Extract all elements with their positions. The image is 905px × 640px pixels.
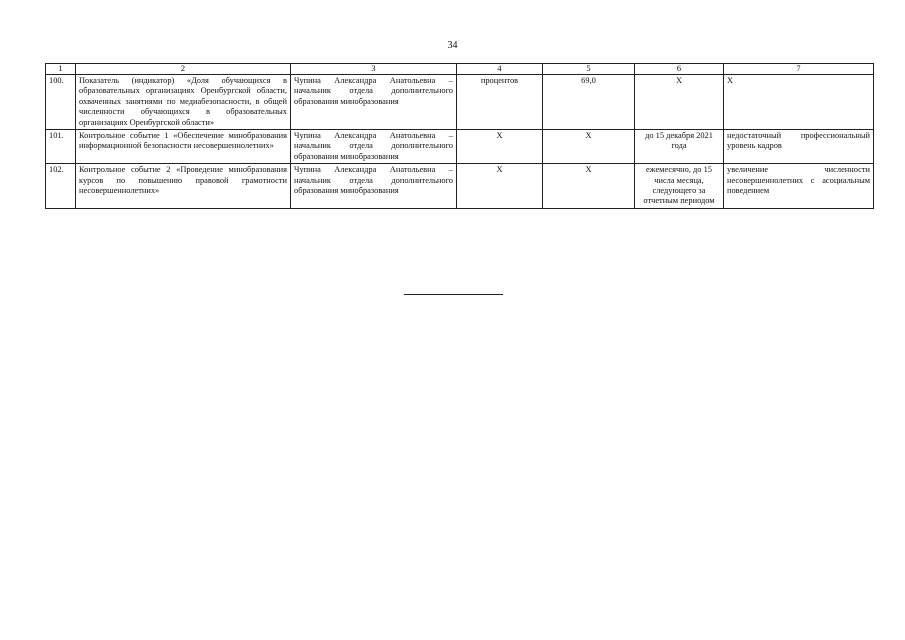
plan-table bbox=[45, 63, 874, 209]
row-number: 101. bbox=[46, 130, 76, 164]
column-header: 6 bbox=[635, 64, 724, 75]
row-responsible: Чупина Александра Анатольевна – начальник отдела дополнительного образования минобразования bbox=[291, 164, 457, 209]
row-unit: Х bbox=[457, 130, 543, 164]
row-unit: процентов bbox=[457, 75, 543, 130]
row-risk: увеличение численности несовершеннолетних с асоциальным поведением bbox=[724, 164, 874, 209]
column-header: 7 bbox=[724, 64, 874, 75]
row-unit: Х bbox=[457, 164, 543, 209]
row-responsible: Чупина Александра Анатольевна – начальник отдела дополнительного образования минобразования bbox=[291, 75, 457, 130]
row-name: Контрольное событие 1 «Обеспечение минобразования информационной безопасности несовершеннолетних» bbox=[76, 130, 291, 164]
page-number: 34 bbox=[447, 40, 458, 51]
row-name: Показатель (индикатор) «Доля обучающихся в образовательных организациях Оренбургской области, охваченных занятиями по медиабезопасности, в общей численности обучающихся в образовательных организациях Оренбургской области» bbox=[76, 75, 291, 130]
row-number: 100. bbox=[46, 75, 76, 130]
table-row bbox=[46, 130, 874, 164]
row-deadline: до 15 декабря 2021 года bbox=[635, 130, 724, 164]
row-deadline: ежемесячно, до 15 числа месяца, следующего за отчетным периодом bbox=[635, 164, 724, 209]
row-risk: Х bbox=[724, 75, 874, 130]
table-row bbox=[46, 75, 874, 130]
row-number: 102. bbox=[46, 164, 76, 209]
row-value: Х bbox=[543, 164, 635, 209]
row-risk: недостаточный профессиональный уровень кадров bbox=[724, 130, 874, 164]
column-header: 5 bbox=[543, 64, 635, 75]
row-value: Х bbox=[543, 130, 635, 164]
end-divider bbox=[404, 294, 503, 295]
column-header: 3 bbox=[291, 64, 457, 75]
row-responsible: Чупина Александра Анатольевна – начальник отдела дополнительного образования минобразования bbox=[291, 130, 457, 164]
column-header: 2 bbox=[76, 64, 291, 75]
header-row bbox=[46, 64, 874, 75]
column-header: 1 bbox=[46, 64, 76, 75]
row-value: 69,0 bbox=[543, 75, 635, 130]
column-header: 4 bbox=[457, 64, 543, 75]
table-row bbox=[46, 164, 874, 209]
row-name: Контрольное событие 2 «Проведение минобразования курсов по повышению правовой грамотности несовершеннолетних» bbox=[76, 164, 291, 209]
row-deadline: Х bbox=[635, 75, 724, 130]
